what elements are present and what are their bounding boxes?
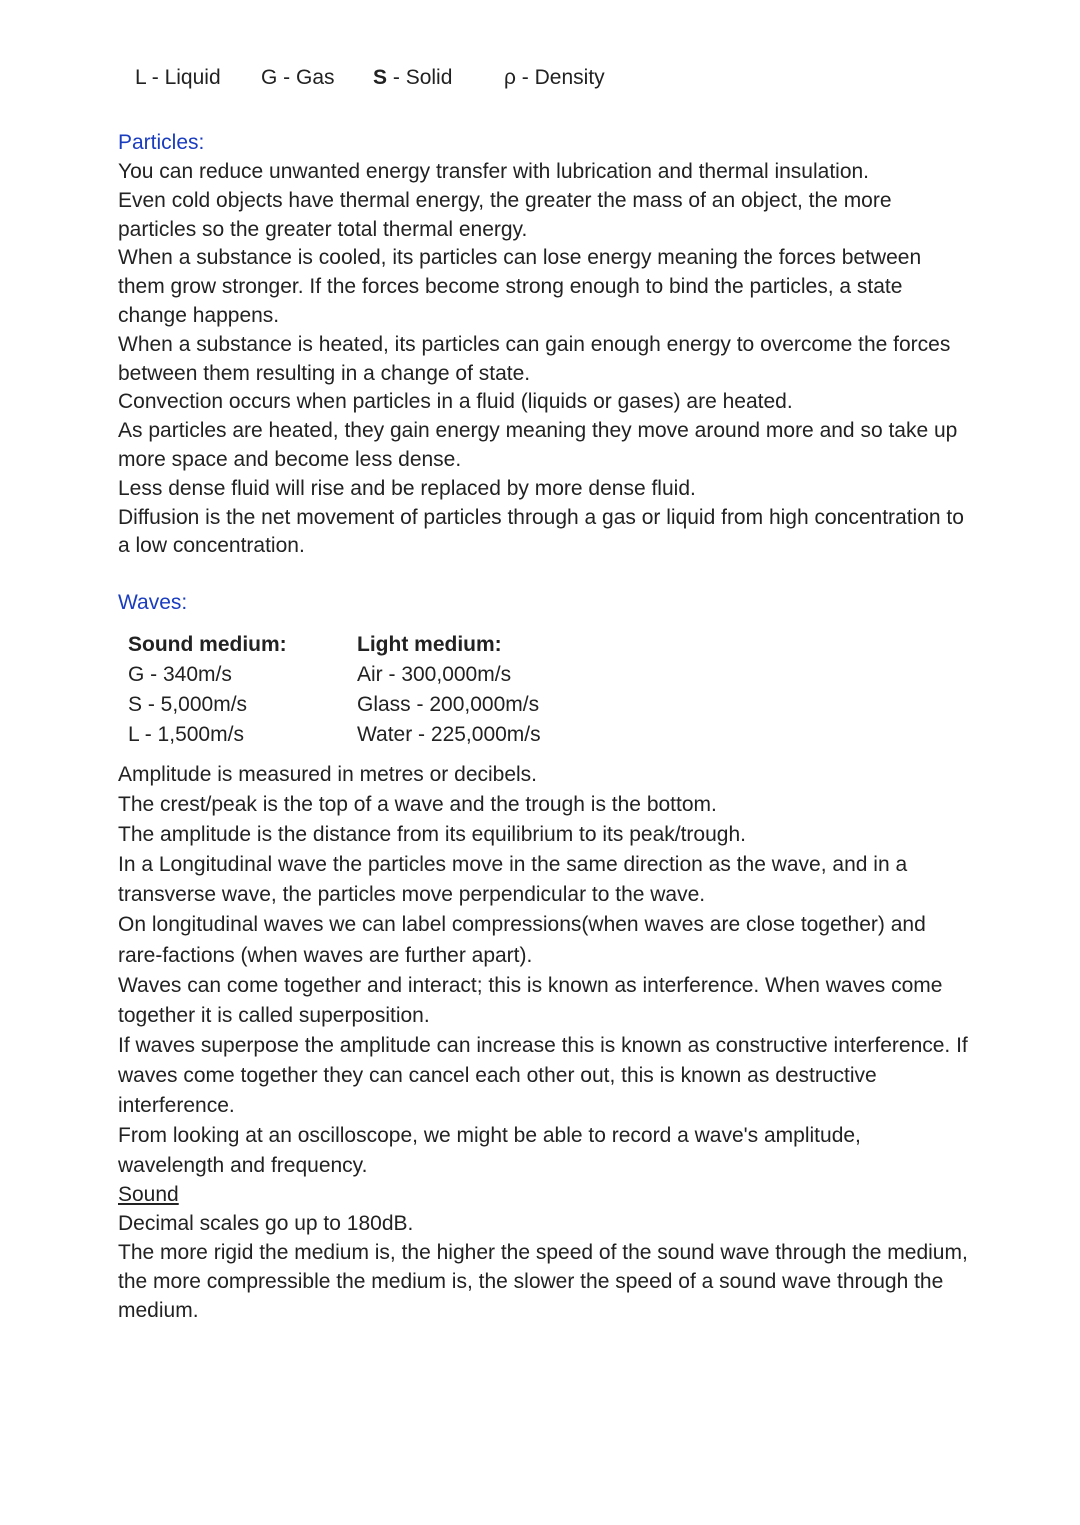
sound-medium-title: Sound medium:: [128, 633, 287, 656]
paragraph: Decimal scales go up to 180dB.: [118, 1212, 414, 1236]
paragraph: If waves superpose the amplitude can increase this is known as constructive interference. If waves come together they can cancel each other out, this is known as destructive interference.: [118, 1033, 968, 1118]
sound-speed-solid: S - 5,000m/s: [128, 693, 248, 716]
paragraph: From looking at an oscilloscope, we might be able to record a wave's amplitude, wavelength and frequency.: [118, 1124, 861, 1178]
light-speed-water: Water - 225,000m/s: [357, 723, 541, 746]
particles-notes: [118, 158, 968, 561]
legend: [135, 64, 605, 92]
paragraph: When a substance is cooled, its particles can lose energy meaning the forces between them grow stronger. If the forces become strong enough to bind the particles, a state change happens.: [118, 246, 922, 327]
paragraph: The more rigid the medium is, the higher the speed of the sound wave through the medium, the more compressible the medium is, the slower the speed of a sound wave through the medium.: [118, 1241, 968, 1322]
paragraph: Diffusion is the net movement of particles through a gas or liquid from high concentration to a low concentration.: [118, 505, 964, 558]
paragraph: Amplitude is measured in metres or decibels.: [118, 763, 538, 786]
paragraph: Waves can come together and interact; this is known as interference. When waves come together it is called superposition.: [118, 973, 943, 1027]
paragraph: You can reduce unwanted energy transfer with lubrication and thermal insulation.: [118, 160, 870, 183]
waves-heading: Waves:: [118, 591, 188, 614]
paragraph: Less dense fluid will rise and be replaced by more dense fluid.: [118, 476, 696, 500]
legend-gas: G - Gas: [261, 66, 335, 89]
paragraph: As particles are heated, they gain energy meaning they move around more and so take up more space and become less dense.: [118, 419, 958, 471]
paragraph: Even cold objects have thermal energy, the greater the mass of an object, the more particles so the greater total thermal energy.: [118, 188, 892, 241]
light-medium-column: [357, 630, 541, 750]
light-speed-air: Air - 300,000m/s: [357, 663, 512, 686]
sound-speed-gas: G - 340m/s: [128, 663, 232, 686]
paragraph: The amplitude is the distance from its equilibrium to its peak/trough.: [118, 823, 746, 847]
light-speed-glass: Glass - 200,000m/s: [357, 693, 540, 716]
legend-solid: S - Solid: [373, 66, 453, 89]
sound-speed-liquid: L - 1,500m/s: [128, 723, 244, 746]
light-medium-title: Light medium:: [357, 633, 502, 656]
sound-subheading: Sound: [118, 1183, 179, 1207]
legend-liquid: L - Liquid: [135, 66, 221, 89]
waves-notes: [118, 760, 968, 1326]
legend-density: ρ - Density: [504, 66, 605, 89]
sound-medium-column: [128, 630, 287, 750]
particles-heading: Particles:: [118, 131, 205, 154]
paragraph: The crest/peak is the top of a wave and the trough is the bottom.: [118, 793, 717, 817]
paragraph: When a substance is heated, its particles can gain enough energy to overcome the forces between them resulting in a change of state.: [118, 332, 951, 385]
paragraph: Convection occurs when particles in a fluid (liquids or gases) are heated.: [118, 390, 793, 414]
paragraph: On longitudinal waves we can label compressions(when waves are close together) and rare-factions (when waves are further apart).: [118, 913, 926, 967]
paragraph: In a Longitudinal wave the particles move in the same direction as the wave, and in a transverse wave, the particles move perpendicular to the wave.: [118, 853, 908, 907]
